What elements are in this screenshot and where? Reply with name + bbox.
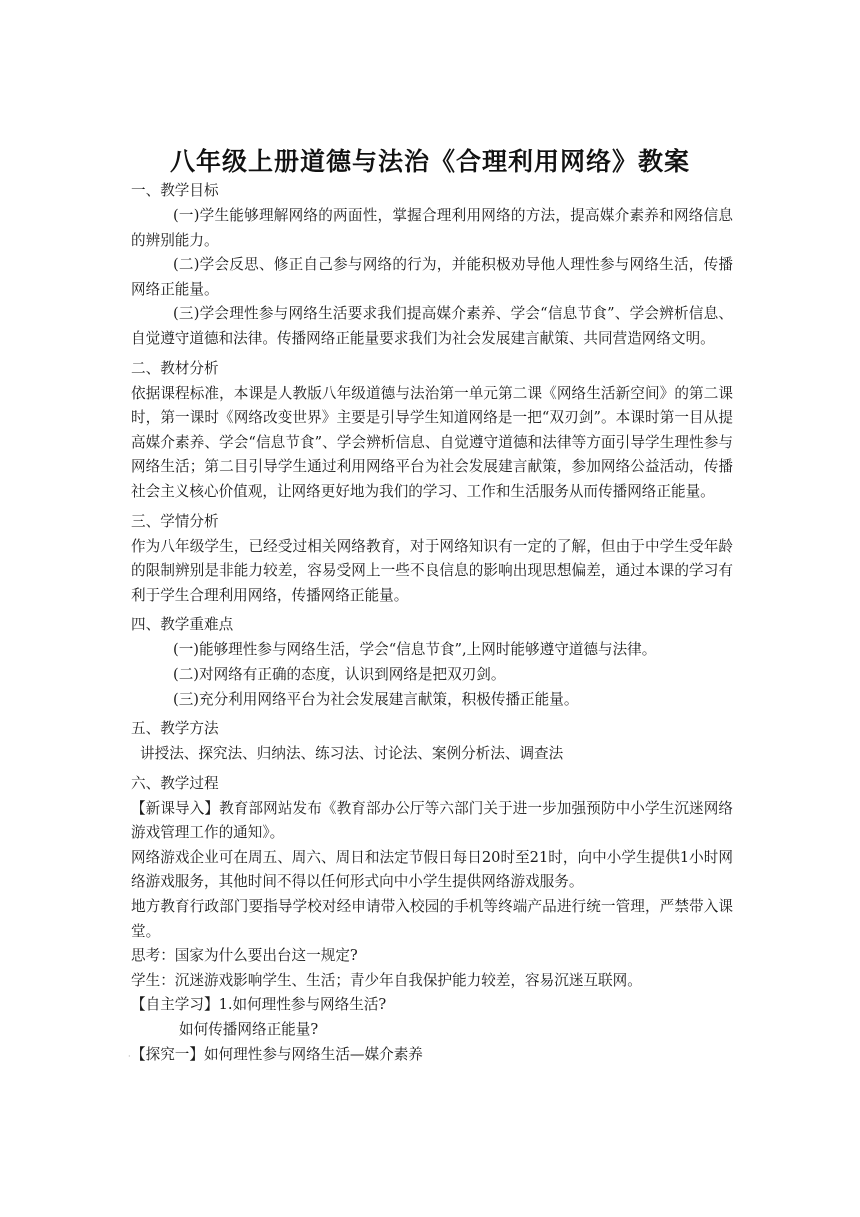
explore-heading-1: 【探究一】如何理性参与网络生活—媒介素养 bbox=[131, 1045, 423, 1063]
key-point-item-3: (三)充分利用网络平台为社会发展建言献策，积极传播正能量。 bbox=[173, 690, 579, 708]
methods-text: 讲授法、探究法、归纳法、练习法、讨论法、案例分析法、调查法 bbox=[140, 745, 564, 763]
section-heading-student-analysis: 三、学情分析 bbox=[131, 512, 219, 530]
section-heading-textbook-analysis: 二、教材分析 bbox=[131, 359, 219, 377]
process-paragraph-2: 地方教育行政部门要指导学校对经申请带入校园的手机等终端产品进行统一管理，严禁带入课堂。 bbox=[131, 898, 733, 940]
lesson-intro: 【新课导入】教育部网站发布《教育部办公厅等六部门关于进一步加强预防中小学生沉迷网络游戏管理工作的通知》。 bbox=[131, 799, 733, 842]
objective-item-2: (二)学会反思、修正自己参与网络的行为，并能积极劝导他人理性参与网络生活，传播网络正能量。 bbox=[131, 256, 733, 298]
section-heading-methods: 五、教学方法 bbox=[131, 720, 219, 738]
textbook-analysis-text: 依据课程标准，本课是人教版八年级道德与法治第一单元第二课《网络生活新空间》的第二课时，第一课时《网络改变世界》主要是引导学生知道网络是一把“双刃剑”。本课时第一目从提高媒介素养、学会“信息节食”、学会辨析信息、自觉遵守道德和法律等方面引导学生理性参与网络生活；第二目引导学生通过利用网络平台为社会发展建言献策，参加网络公益活动，传播社会主义核心价值观，让网络更好地为我们的学习、工作和生活服务从而传播网络正能量。 bbox=[131, 384, 733, 500]
think-question: 思考：国家为什么要出台这一规定? bbox=[131, 947, 358, 965]
page-title: 八年级上册道德与法治《合理利用网络》教案 bbox=[169, 147, 690, 176]
section-heading-process: 六、教学过程 bbox=[131, 774, 219, 792]
section-heading-key-points: 四、教学重难点 bbox=[131, 616, 234, 634]
self-study-question-1: 【自主学习】1.如何理性参与网络生活? bbox=[131, 996, 387, 1014]
self-study-question-2: 如何传播网络正能量? bbox=[179, 1021, 319, 1039]
key-point-item-2: (二)对网络有正确的态度，认识到网络是把双刃剑。 bbox=[173, 665, 506, 683]
section-heading-objectives: 一、教学目标 bbox=[131, 182, 219, 199]
student-analysis-text: 作为八年级学生，已经受过相关网络教育，对于网络知识有一定的了解，但由于中学生受年龄的限制辨别是非能力较差，容易受网上一些不良信息的影响出现思想偏差，通过本课的学习有利于学生合理利用网络，传播网络正能量。 bbox=[131, 537, 733, 604]
key-point-item-1: (一)能够理性参与网络生活，学会“信息节食”,上网时能够遵守道德与法律。 bbox=[173, 641, 657, 659]
objective-item-1: (一)学生能够理解网络的两面性，掌握合理利用网络的方法，提高媒介素养和网络信息的辨别能力。 bbox=[131, 207, 733, 249]
document-body bbox=[131, 178, 733, 1067]
margin-mark: · bbox=[128, 1052, 131, 1061]
objective-item-3: (三)学会理性参与网络生活要求我们提高媒介素养、学会“信息节食”、学会辨析信息、自觉遵守道德和法律。传播网络正能量要求我们为社会发展建言献策、共同营造网络文明。 bbox=[131, 305, 733, 347]
process-paragraph-1: 网络游戏企业可在周五、周六、周日和法定节假日每日20时至21时，向中小学生提供1小时网络游戏服务，其他时间不得以任何形式向中小学生提供网络游戏服务。 bbox=[131, 848, 733, 891]
student-answer: 学生：沉迷游戏影响学生、生活；青少年自我保护能力较差，容易沉迷互联网。 bbox=[131, 971, 642, 989]
